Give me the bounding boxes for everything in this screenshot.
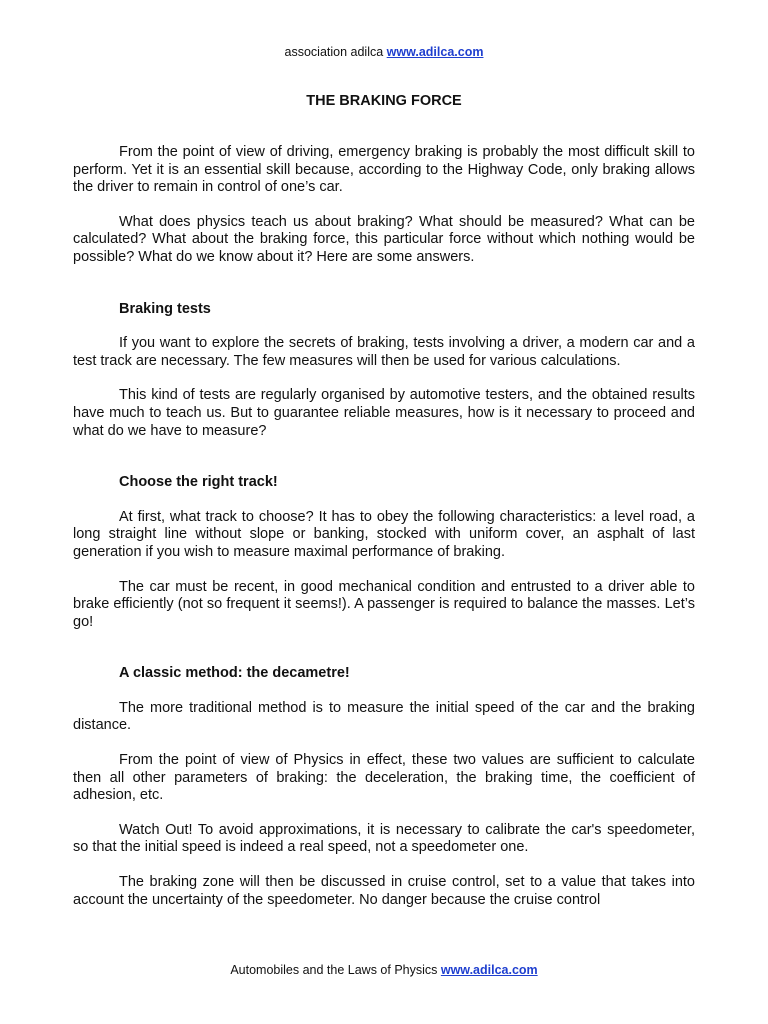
page-footer xyxy=(0,962,768,978)
paragraph: The braking zone will then be discussed in cruise control, set to a value that takes into account the uncertainty of the speedometer. No danger because the cruise control xyxy=(73,874,695,908)
paragraph: At first, what track to choose? It has to obey the following characteristics: a level road, a long straight line without slope or banking, stocked with uniform cover, an asphalt of last generation if you wish to measure maximal performance of braking. xyxy=(73,508,695,560)
footer-link[interactable]: www.adilca.com xyxy=(440,963,538,977)
paragraph: If you want to explore the secrets of braking, tests involving a driver, a modern car and a test track are necessary. The few measures will then be used for various calculations. xyxy=(73,335,695,369)
paragraph: From the point of view of driving, emergency braking is probably the most difficult skill to perform. Yet it is an essential skill because, according to the Highway Code, only braking allows the driver to remain in control of one’s car. xyxy=(73,144,695,196)
paragraph: Watch Out! To avoid approximations, it is necessary to calibrate the car's speedometer, so that the initial speed is indeed a real speed, not a speedometer one. xyxy=(73,821,695,856)
page-header xyxy=(0,44,768,60)
paragraph: From the point of view of Physics in effect, these two values are sufficient to calculate then all other parameters of braking: the deceleration, the braking time, the coefficient of adhesion, etc. xyxy=(73,752,695,804)
document-title: THE BRAKING FORCE xyxy=(306,93,462,109)
footer-text: Automobiles and the Laws of Physics xyxy=(230,963,441,977)
paragraph: This kind of tests are regularly organised by automotive testers, and the obtained results have much to teach us. But to guarantee reliable measures, how is it necessary to proceed and what do we have to measure? xyxy=(73,387,695,439)
section-heading-braking-tests: Braking tests xyxy=(119,300,211,317)
paragraph: The car must be recent, in good mechanical condition and entrusted to a driver able to brake efficiently (not so frequent it seems!). A passenger is required to balance the masses. Let’s go! xyxy=(73,578,695,630)
section-heading-choose-track: Choose the right track! xyxy=(119,474,278,491)
paragraph: What does physics teach us about braking? What should be measured? What can be calculated? What about the braking force, this particular force without which nothing would be possible? What do we know about it? Here are some answers. xyxy=(73,213,695,265)
header-text: association adilca xyxy=(284,45,387,59)
document-body xyxy=(73,144,695,909)
header-link[interactable]: www.adilca.com xyxy=(386,45,484,59)
section-heading-decametre: A classic method: the decametre! xyxy=(119,665,350,682)
paragraph: The more traditional method is to measure the initial speed of the car and the braking distance. xyxy=(73,699,695,734)
